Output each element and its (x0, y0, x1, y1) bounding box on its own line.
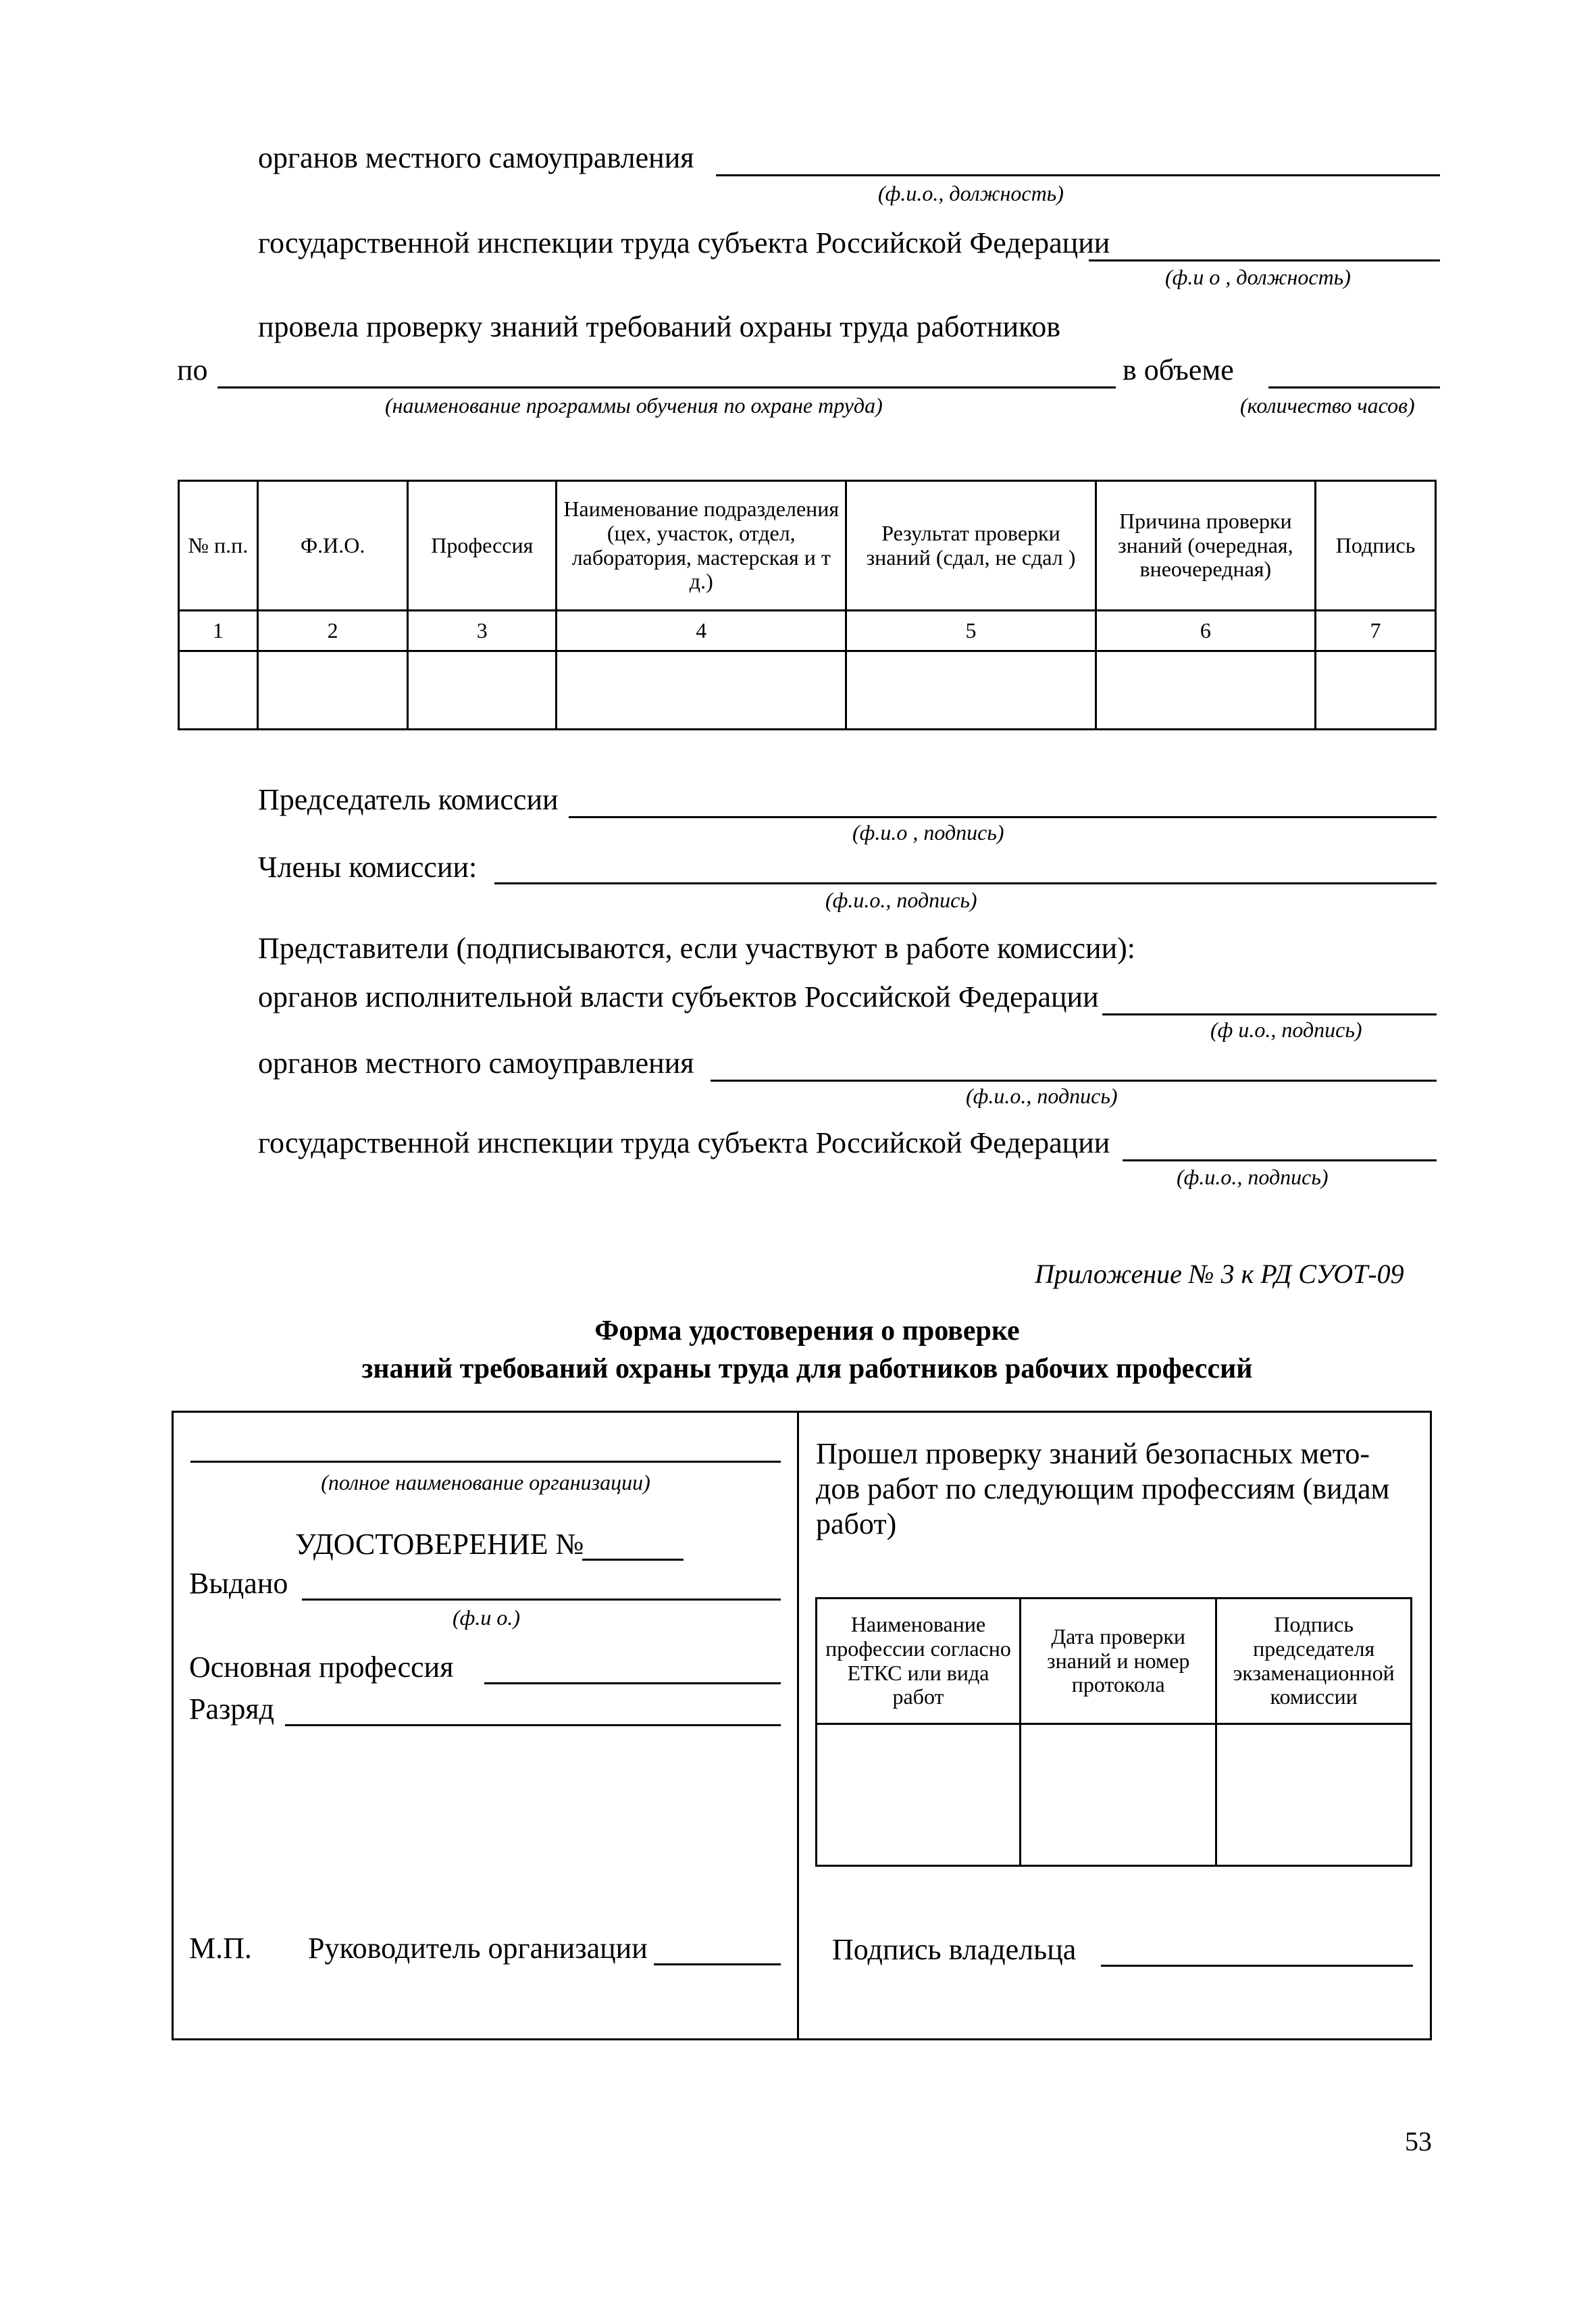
program-blank[interactable] (217, 386, 1116, 388)
passed-text-line2: дов работ по следующим профессиям (видам (816, 1472, 1390, 1505)
table-row (179, 651, 1436, 730)
local-gov-sign-caption: (ф.и.о., подпись) (966, 1084, 1118, 1108)
fio-caption: (ф.и о.) (453, 1605, 521, 1630)
org-caption: (полное наименование организации) (321, 1470, 650, 1494)
owner-sign-label: Подпись владельца (832, 1933, 1077, 1966)
header-cell: Ф.И.О. (257, 481, 408, 611)
main-profession-label: Основная профессия (189, 1651, 454, 1684)
empty-cell[interactable] (557, 651, 846, 730)
empty-cell[interactable] (846, 651, 1096, 730)
cert-number-blank[interactable] (582, 1559, 684, 1561)
empty-cell[interactable] (817, 1724, 1021, 1866)
cert-number-label: УДОСТОВЕРЕНИЕ № (295, 1528, 584, 1561)
appendix-label: Приложение № 3 к РД СУОТ-09 (1035, 1259, 1404, 1289)
stamp-label: М.П. (189, 1932, 252, 1965)
number-cell: 1 (179, 611, 258, 651)
state-insp-sign-label: государственной инспекции труда субъекта Российской Федерации (258, 1126, 1110, 1159)
profession-header-cell: Наименование профессии согласно ЕТКС или вида работ (817, 1599, 1021, 1724)
local-gov-caption: (ф.и.о., должность) (878, 181, 1064, 205)
empty-cell[interactable] (1096, 651, 1316, 730)
number-cell: 7 (1316, 611, 1436, 651)
header-cell: № п.п. (179, 481, 258, 611)
state-insp-label: государственной инспекции труда субъекта Российской Федерации (258, 226, 1110, 259)
passed-text-line3: работ) (816, 1507, 897, 1540)
local-gov-sign-blank[interactable] (711, 1080, 1437, 1082)
members-label: Члены комиссии: (258, 851, 478, 884)
passed-text-line1: Прошел проверку знаний безопасных мето- (816, 1437, 1370, 1470)
page-number: 53 (1405, 2126, 1432, 2157)
form-title-line2: знаний требований охраны труда для работников рабочих профессий (361, 1353, 1253, 1384)
state-insp-sign-blank[interactable] (1123, 1159, 1437, 1161)
certificate-divider (797, 1411, 799, 2038)
main-profession-blank[interactable] (484, 1682, 781, 1684)
header-cell: Причина проверки знаний (очередная, внеочередная) (1096, 481, 1316, 611)
table-header-row (179, 481, 1436, 611)
empty-cell[interactable] (179, 651, 258, 730)
number-cell: 3 (408, 611, 557, 651)
grade-label: Разряд (189, 1692, 275, 1726)
owner-sign-blank[interactable] (1101, 1965, 1413, 1967)
exec-power-label: органов исполнительной власти субъектов Российской Федерации (258, 980, 1099, 1013)
empty-cell[interactable] (1020, 1724, 1216, 1866)
chairman-blank[interactable] (569, 816, 1437, 818)
number-cell: 4 (557, 611, 846, 651)
exec-power-blank[interactable] (1102, 1013, 1437, 1015)
number-cell: 5 (846, 611, 1096, 651)
local-gov-sign-label: органов местного самоуправления (258, 1047, 694, 1080)
chairman-label: Председатель комиссии (258, 783, 559, 816)
header-cell: Результат проверки знаний (сдал, не сдал ) (846, 481, 1096, 611)
state-insp-blank[interactable] (1089, 259, 1440, 261)
org-name-blank[interactable] (190, 1461, 781, 1463)
state-insp-caption: (ф.и о , должность) (1165, 265, 1351, 289)
grade-blank[interactable] (285, 1724, 781, 1726)
header-cell: Подпись (1316, 481, 1436, 611)
hours-caption: (количество часов) (1240, 393, 1415, 418)
number-cell: 2 (257, 611, 408, 651)
profession-header-cell: Подпись председателя экзаменационной комиссии (1216, 1599, 1412, 1724)
issued-label: Выдано (189, 1567, 288, 1600)
chairman-caption: (ф.и.о , подпись) (852, 820, 1004, 845)
director-label: Руководитель организации (308, 1932, 648, 1965)
number-cell: 6 (1096, 611, 1316, 651)
po-label: по (177, 353, 208, 386)
empty-cell[interactable] (257, 651, 408, 730)
state-insp-sign-caption: (ф.и.о., подпись) (1177, 1165, 1329, 1189)
local-gov-blank[interactable] (716, 174, 1440, 176)
director-blank[interactable] (654, 1963, 781, 1965)
volume-label: в объеме (1123, 353, 1234, 386)
results-table (178, 480, 1437, 730)
table-number-row (179, 611, 1436, 651)
table-row (817, 1724, 1412, 1866)
empty-cell[interactable] (408, 651, 557, 730)
hours-blank[interactable] (1268, 386, 1440, 388)
issued-blank[interactable] (302, 1599, 781, 1601)
check-text: провела проверку знаний требований охраны труда работников (258, 310, 1061, 343)
profession-header-row (817, 1599, 1412, 1724)
form-title-line1: Форма удостоверения о проверке (594, 1315, 1020, 1347)
profession-table (815, 1597, 1412, 1867)
members-blank[interactable] (494, 882, 1437, 884)
header-cell: Профессия (408, 481, 557, 611)
empty-cell[interactable] (1216, 1724, 1412, 1866)
representatives-text: Представители (подписываются, если участвуют в работе комиссии): (258, 932, 1136, 965)
empty-cell[interactable] (1316, 651, 1436, 730)
program-caption: (наименование программы обучения по охране труда) (385, 393, 883, 418)
exec-power-caption: (ф и.о., подпись) (1210, 1017, 1362, 1042)
local-gov-label: органов местного самоуправления (258, 141, 694, 174)
members-caption: (ф.и.о., подпись) (825, 888, 977, 912)
profession-header-cell: Дата проверки знаний и номер протокола (1020, 1599, 1216, 1724)
header-cell: Наименование подразделения (цех, участок, отдел, лаборатория, мастерская и т д.) (557, 481, 846, 611)
